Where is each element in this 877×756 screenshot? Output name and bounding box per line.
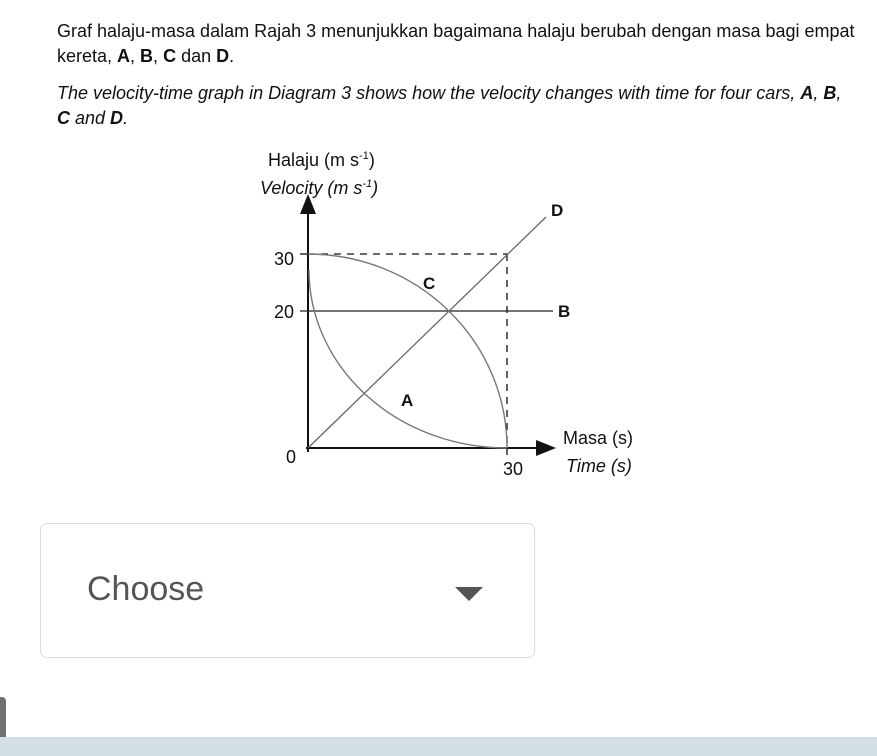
x-tick-30: 30: [503, 459, 524, 479]
text: D: [216, 46, 230, 66]
text: A: [800, 83, 814, 103]
curve-A: [309, 270, 507, 448]
origin-label: 0: [286, 447, 297, 467]
text: ,: [130, 46, 141, 66]
line-D: [308, 217, 546, 448]
y-tick-20: 20: [274, 302, 295, 322]
text: D: [110, 108, 124, 128]
label-B: B: [558, 302, 571, 321]
text: Graf halaju-masa dalam Rajah 3 menunjukkan bagaimana halaju berubah dengan masa bagi empat kereta,: [57, 21, 855, 66]
x-label-malay: Masa (s): [563, 428, 634, 448]
y-label-english: Velocity (m $s^{-1}$): [260, 178, 379, 198]
text: .: [123, 108, 129, 128]
bottom-bar: [0, 737, 877, 756]
text: dan: [176, 46, 217, 66]
text: ,: [153, 46, 164, 66]
text: ,: [813, 83, 824, 103]
text: B: [140, 46, 154, 66]
caret-down-icon: [455, 587, 483, 601]
text: and: [70, 108, 111, 128]
label-D: D: [551, 201, 564, 220]
text: C: [57, 108, 70, 128]
text: ,: [836, 83, 842, 103]
text: .: [229, 46, 235, 66]
side-handle[interactable]: [0, 697, 6, 741]
text: A: [117, 46, 131, 66]
text: The velocity-time graph in Diagram 3 shows how the velocity changes with time for four cars,: [57, 83, 801, 103]
text: C: [163, 46, 177, 66]
y-label-malay: Halaju (m $s^{-1}$): [268, 150, 375, 170]
dropdown-selected-value: Choose: [87, 570, 205, 608]
text: B: [823, 83, 837, 103]
answer-dropdown[interactable]: [40, 523, 535, 658]
label-A: A: [401, 391, 414, 410]
y-tick-30: 30: [274, 249, 295, 269]
label-C: C: [423, 274, 436, 293]
x-label-english: Time (s): [566, 456, 632, 476]
